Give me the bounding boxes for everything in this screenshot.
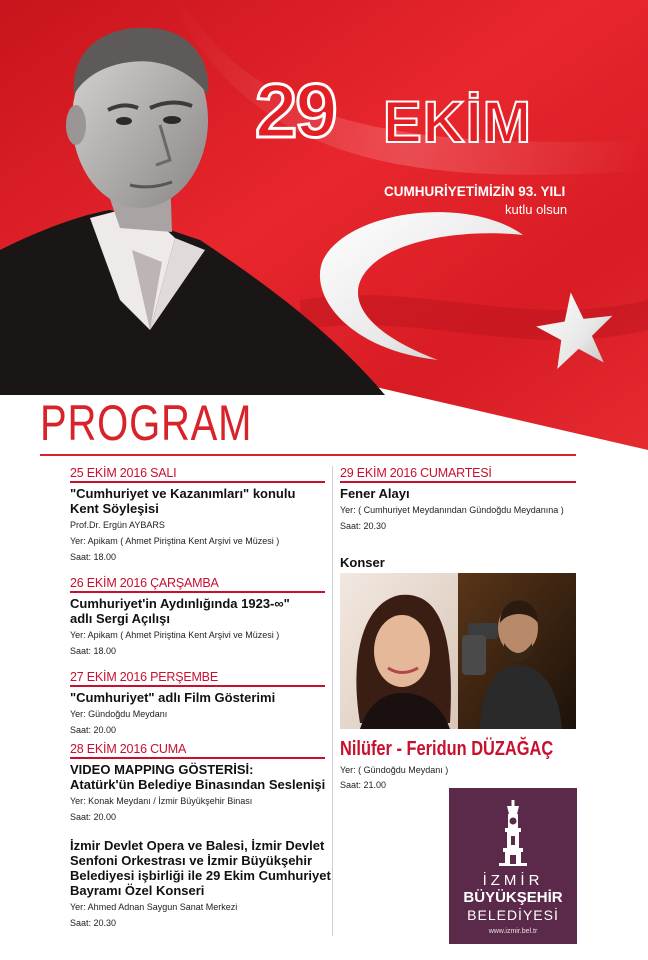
concert-artist-name: Nilüfer - Feridun DÜZAĞAÇ (340, 738, 554, 760)
event-venue: Yer: Apikam ( Ahmet Piriştina Kent Arşivi ve Müzesi ) (70, 536, 280, 546)
event-venue: Yer: Konak Meydanı / İzmir Büyükşehir Binası (70, 796, 253, 806)
title-number: 29 (255, 69, 336, 154)
event-venue: Yer: Ahmed Adnan Saygun Sanat Merkezi (70, 902, 238, 912)
logo-line-2: BÜYÜKŞEHİR (463, 889, 563, 906)
event-venue: Yer: Apikam ( Ahmet Piriştina Kent Arşivi ve Müzesi ) (70, 630, 280, 640)
hero-subtitle-greeting: kutlu olsun (505, 202, 568, 217)
hero-subtitle: CUMHURİYETİMİZİN 93. YILI (384, 184, 566, 199)
event-title: VIDEO MAPPING GÖSTERİSİ: Atatürk'ün Belediye Binasından Seslenişi (70, 762, 326, 792)
event-oct-27 (70, 670, 325, 737)
event-speaker: Prof.Dr. Ergün AYBARS (70, 520, 165, 530)
event-time: Saat: 20.30 (70, 918, 117, 928)
column-divider (332, 466, 333, 936)
logo-url: www.izmir.bel.tr (488, 928, 538, 935)
event-venue: Yer: Gündoğdu Meydanı (70, 709, 168, 719)
concert-label: Konser (340, 555, 385, 570)
concert-venue: Yer: ( Gündoğdu Meydanı ) (340, 765, 449, 775)
event-date: 29 EKİM 2016 CUMARTESİ (340, 466, 576, 483)
event-oct-28 (70, 742, 325, 824)
event-time: Saat: 18.00 (70, 552, 117, 562)
event-oct-25 (70, 466, 325, 564)
event-time: Saat: 18.00 (70, 646, 117, 656)
logo-line-3: BELEDİYESİ (467, 907, 559, 923)
event-oct-26 (70, 576, 325, 658)
logo-line-1: İZMİR (482, 872, 544, 889)
event-title: "Cumhuriyet" adlı Film Gösterimi (70, 690, 276, 705)
event-time: Saat: 20.30 (340, 521, 387, 531)
event-title: Fener Alayı (340, 486, 410, 501)
event-date: 25 EKİM 2016 SALI (70, 466, 325, 483)
title-word: EKİM (383, 90, 532, 155)
concert-artists-photo (340, 573, 576, 729)
izmir-municipality-logo (449, 788, 577, 944)
event-venue: Yer: ( Cumhuriyet Meydanından Gündoğdu Meydanına ) (340, 505, 564, 515)
event-opera-concert (70, 838, 330, 930)
program-heading: PROGRAM (40, 395, 253, 451)
event-date: 28 EKİM 2016 CUMA (70, 742, 325, 759)
event-title: Cumhuriyet'in Aydınlığında 1923-∞" adlı Sergi Açılışı (70, 596, 290, 626)
clock-tower-icon (495, 800, 531, 866)
concert-time: Saat: 21.00 (340, 780, 387, 790)
crescent-star-icon (318, 200, 638, 370)
event-date: 26 EKİM 2016 ÇARŞAMBA (70, 576, 325, 593)
heading-divider (40, 454, 576, 456)
event-date: 27 EKİM 2016 PERŞEMBE (70, 670, 325, 687)
event-title: "Cumhuriyet ve Kazanımları" konulu Kent Söyleşisi (70, 486, 296, 516)
event-oct-29 (340, 466, 576, 533)
event-title: İzmir Devlet Opera ve Balesi, İzmir Devlet Senfoni Orkestrası ve İzmir Büyükşehir Belediyesi işbirliği ile 29 Ekim Cumhuriyet Bayramı Özel Konseri (70, 838, 331, 898)
event-time: Saat: 20.00 (70, 812, 117, 822)
event-time: Saat: 20.00 (70, 725, 117, 735)
